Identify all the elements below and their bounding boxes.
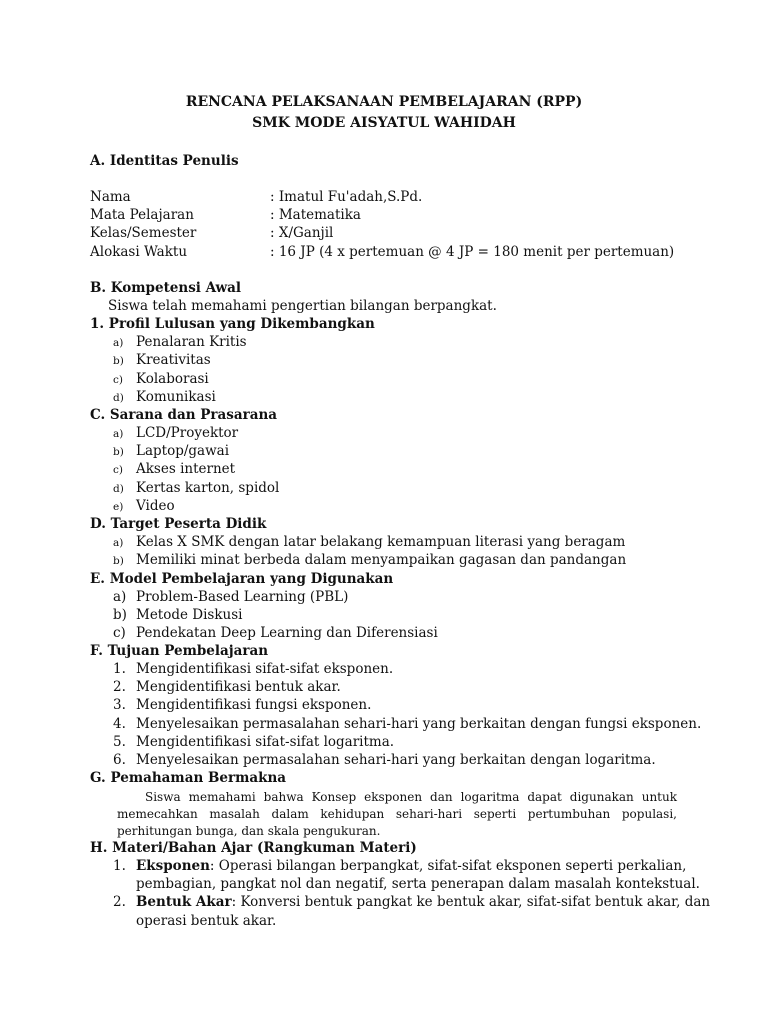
list-marker: d) <box>113 483 124 495</box>
list-marker: b) <box>113 607 127 623</box>
identity-label: Kelas/Semester <box>90 225 197 241</box>
list-item: Video <box>136 498 175 514</box>
list-marker: b) <box>113 355 124 367</box>
list-item: Komunikasi <box>136 389 216 405</box>
list-item: Metode Diskusi <box>136 607 243 623</box>
section-1-heading: 1. Profil Lulusan yang Dikembangkan <box>90 316 375 332</box>
school-name: SMK MODE AISYATUL WAHIDAH <box>252 115 516 131</box>
section-a-heading: A. Identitas Penulis <box>90 153 239 169</box>
list-item-continuation: operasi bentuk akar. <box>136 913 277 929</box>
section-h-heading: H. Materi/Bahan Ajar (Rangkuman Materi) <box>90 840 417 856</box>
identity-label: Nama <box>90 189 131 205</box>
term-label: Eksponen <box>136 858 210 874</box>
term-description: : Konversi bentuk pangkat ke bentuk akar, sifat-sifat bentuk akar, dan <box>231 894 711 910</box>
list-item: Penalaran Kritis <box>136 334 247 350</box>
section-c-heading: C. Sarana dan Prasarana <box>90 407 278 423</box>
list-marker: a) <box>113 428 124 440</box>
section-f-heading: F. Tujuan Pembelajaran <box>90 643 269 659</box>
list-marker: 1. <box>113 661 126 677</box>
list-item: Menyelesaikan permasalahan sehari-hari yang berkaitan dengan logaritma. <box>136 752 656 768</box>
list-item <box>136 858 686 874</box>
list-item: Mengidentifikasi bentuk akar. <box>136 679 341 695</box>
list-marker: e) <box>113 501 124 513</box>
list-item: Kertas karton, spidol <box>136 480 280 496</box>
list-marker: b) <box>113 446 124 458</box>
section-b-text: Siswa telah memahami pengertian bilangan berpangkat. <box>108 298 497 314</box>
identity-value: : 16 JP (4 x pertemuan @ 4 JP = 180 menit per pertemuan) <box>270 244 675 260</box>
list-marker: 6. <box>113 752 126 768</box>
section-b-heading: B. Kompetensi Awal <box>90 280 242 296</box>
list-item: Mengidentifikasi sifat-sifat eksponen. <box>136 661 394 677</box>
list-marker: 1. <box>113 858 126 874</box>
list-item: Kreativitas <box>136 352 211 368</box>
list-item: Menyelesaikan permasalahan sehari-hari yang berkaitan dengan fungsi eksponen. <box>136 716 702 732</box>
list-marker: 5. <box>113 734 126 750</box>
list-marker: 2. <box>113 894 126 910</box>
identity-label: Alokasi Waktu <box>90 244 188 260</box>
list-item: LCD/Proyektor <box>136 425 239 441</box>
list-item: Kolaborasi <box>136 371 209 387</box>
list-marker: a) <box>113 537 124 549</box>
list-item: Memiliki minat berbeda dalam menyampaikan gagasan dan pandangan <box>136 552 627 568</box>
list-item: Mengidentifikasi fungsi eksponen. <box>136 697 372 713</box>
identity-label: Mata Pelajaran <box>90 207 194 223</box>
list-marker: c) <box>113 464 123 476</box>
section-g-heading: G. Pemahaman Bermakna <box>90 770 287 786</box>
paragraph-line: memecahkan masalah dalam kehidupan sehari-hari seperti pertumbuhan populasi, <box>117 807 677 821</box>
list-marker: 4. <box>113 716 126 732</box>
list-marker: 2. <box>113 679 126 695</box>
paragraph-line: Siswa memahami bahwa Konsep eksponen dan logaritma dapat digunakan untuk <box>145 790 677 804</box>
list-marker: a) <box>113 589 127 605</box>
section-d-heading: D. Target Peserta Didik <box>90 516 267 532</box>
list-marker: 3. <box>113 697 126 713</box>
list-item-continuation: pembagian, pangkat nol dan negatif, serta penerapan dalam masalah kontekstual. <box>136 876 700 892</box>
list-marker: a) <box>113 337 124 349</box>
list-item: Kelas X SMK dengan latar belakang kemampuan literasi yang beragam <box>136 534 626 550</box>
identity-value: : Imatul Fu'adah,S.Pd. <box>270 189 423 205</box>
term-label: Bentuk Akar <box>136 894 232 910</box>
list-marker: d) <box>113 392 124 404</box>
identity-value: : Matematika <box>270 207 361 223</box>
document-title: RENCANA PELAKSANAAN PEMBELAJARAN (RPP) <box>185 94 583 110</box>
identity-value: : X/Ganjil <box>270 225 334 241</box>
list-item: Problem-Based Learning (PBL) <box>136 589 349 605</box>
section-e-heading: E. Model Pembelajaran yang Digunakan <box>90 571 394 587</box>
list-item: Mengidentifikasi sifat-sifat logaritma. <box>136 734 395 750</box>
list-item: Pendekatan Deep Learning dan Diferensiasi <box>136 625 438 641</box>
list-item <box>136 894 710 910</box>
paragraph-line: perhitungan bunga, dan skala pengukuran. <box>117 824 381 838</box>
list-marker: c) <box>113 625 126 641</box>
list-marker: c) <box>113 374 123 386</box>
list-item: Laptop/gawai <box>136 443 230 459</box>
list-marker: b) <box>113 555 124 567</box>
list-item: Akses internet <box>136 461 236 477</box>
term-description: : Operasi bilangan berpangkat, sifat-sifat eksponen seperti perkalian, <box>209 858 687 874</box>
